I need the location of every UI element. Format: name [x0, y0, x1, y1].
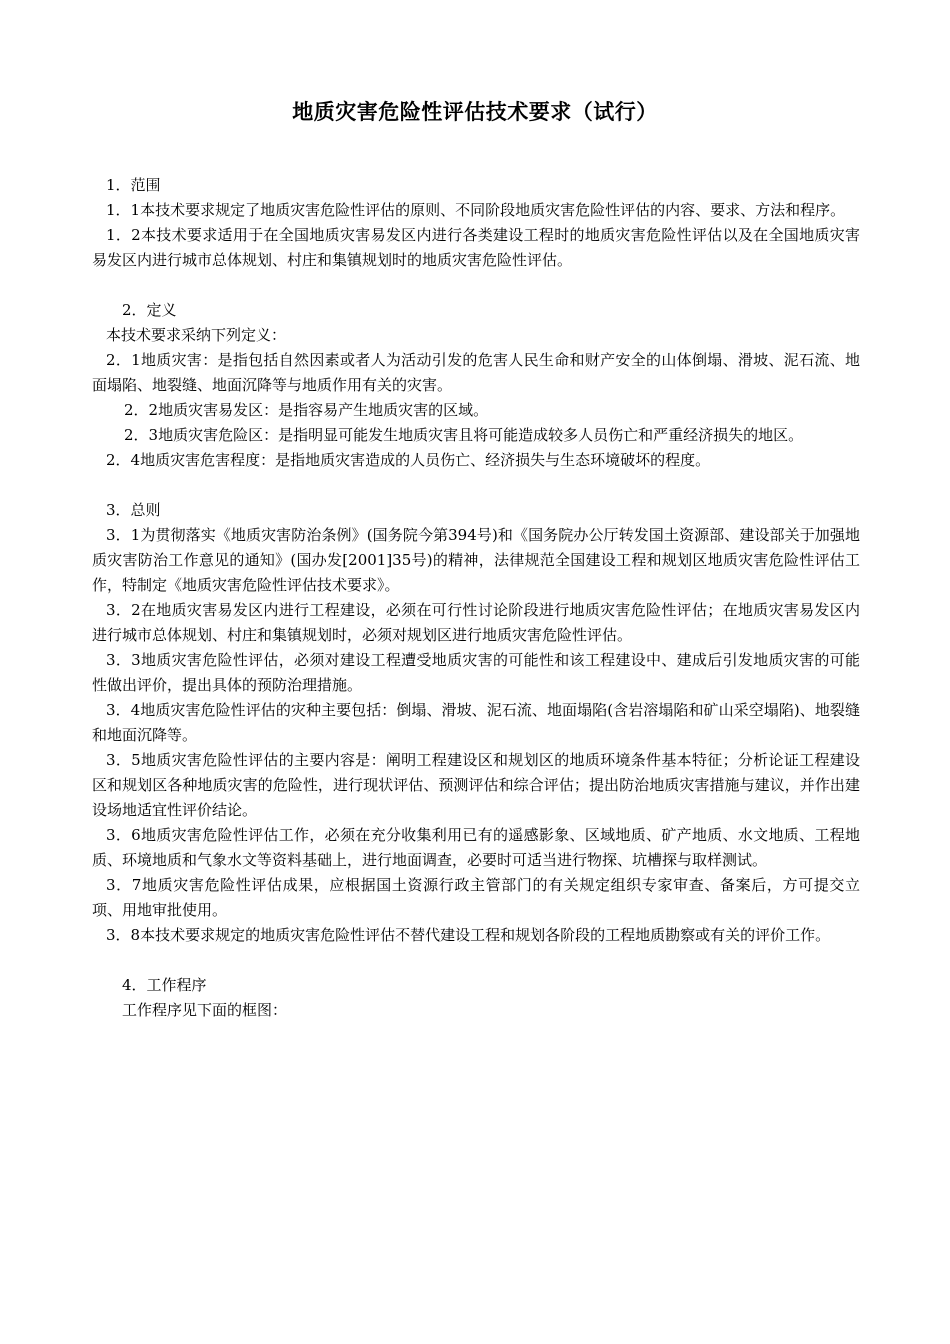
section-2-paragraph-3: 2．3地质灾害危险区：是指明显可能发生地质灾害且将可能造成较多人员伤亡和严重经济损失的地区。: [124, 426, 804, 444]
section-3-heading: 3．总则: [106, 501, 161, 519]
section-3-paragraph-2: 3．2在地质灾害易发区内进行工程建设，必须在可行性讨论阶段进行地质灾害危险性评估；在地质灾害易发区内进行城市总体规划、村庄和集镇规划时，必须对规划区进行地质灾害危险性评估。: [92, 601, 860, 644]
section-2-heading: 2．定义: [122, 301, 177, 319]
section-3-paragraph-8: 3．8本技术要求规定的地质灾害危险性评估不替代建设工程和规划各阶段的工程地质勘察或有关的评价工作。: [106, 926, 831, 944]
section-1-paragraph-1: 1．1本技术要求规定了地质灾害危险性评估的原则、不同阶段地质灾害危险性评估的内容、要求、方法和程序。: [106, 201, 846, 219]
section-3-paragraph-4: 3．4地质灾害危险性评估的灾种主要包括：倒塌、滑坡、泥石流、地面塌陷(含岩溶塌陷和矿山采空塌陷)、地裂缝和地面沉降等。: [92, 701, 860, 744]
section-1-paragraph-2: 1．2本技术要求适用于在全国地质灾害易发区内进行各类建设工程时的地质灾害危险性评估以及在全国地质灾害易发区内进行城市总体规划、村庄和集镇规划时的地质灾害危险性评估。: [92, 226, 860, 269]
section-2-paragraph-2: 2．2地质灾害易发区：是指容易产生地质灾害的区域。: [124, 401, 489, 419]
section-spacer: [92, 473, 860, 498]
section-1-heading: 1．范围: [106, 176, 161, 194]
section-3-paragraph-6: 3．6地质灾害危险性评估工作，必须在充分收集利用已有的遥感影象、区域地质、矿产地质、水文地质、工程地质、环境地质和气象水文等资料基础上，进行地面调查，必要时可适当进行物探、坑槽探与取样测试。: [92, 826, 860, 869]
section-2-paragraph-1: 2．1地质灾害：是指包括自然因素或者人为活动引发的危害人民生命和财产安全的山体倒塌、滑坡、泥石流、地面塌陷、地裂缝、地面沉降等与地质作用有关的灾害。: [92, 351, 860, 394]
section-4-heading: 4．工作程序: [122, 976, 207, 994]
section-2-intro: 本技术要求采纳下列定义：: [106, 326, 287, 344]
document-title: 地质灾害危险性评估技术要求（试行）: [292, 100, 658, 124]
section-3-paragraph-7: 3．7地质灾害危险性评估成果，应根据国土资源行政主管部门的有关规定组织专家审查、备案后，方可提交立项、用地审批使用。: [92, 876, 860, 919]
section-4-paragraph-1: 工作程序见下面的框图：: [122, 1001, 288, 1019]
section-3-paragraph-5: 3．5地质灾害危险性评估的主要内容是：阐明工程建设区和规划区的地质环境条件基本特征；分析论证工程建设区和规划区各种地质灾害的危险性，进行现状评估、预测评估和综合评估；提出防治地质灾害措施与建议，并作出建设场地适宜性评价结论。: [92, 751, 860, 819]
section-spacer: [92, 273, 860, 298]
section-spacer: [92, 948, 860, 973]
section-3-paragraph-3: 3．3地质灾害危险性评估，必须对建设工程遭受地质灾害的可能性和该工程建设中、建成后引发地质灾害的可能性做出评价，提出具体的预防治理措施。: [92, 651, 860, 694]
section-3-paragraph-1: 3．1为贯彻落实《地质灾害防治条例》(国务院今第394号)和《国务院办公厅转发国土资源部、建设部关于加强地质灾害防治工作意见的通知》(国办发[2001]35号)的精神，法律规范全国建设工程和规划区地质灾害危险性评估工作，特制定《地质灾害危险性评估技术要求》。: [92, 526, 860, 594]
section-2-paragraph-4: 2．4地质灾害危害程度：是指地质灾害造成的人员伤亡、经济损失与生态环境破坏的程度。: [106, 451, 711, 469]
document-body: [92, 173, 860, 1023]
